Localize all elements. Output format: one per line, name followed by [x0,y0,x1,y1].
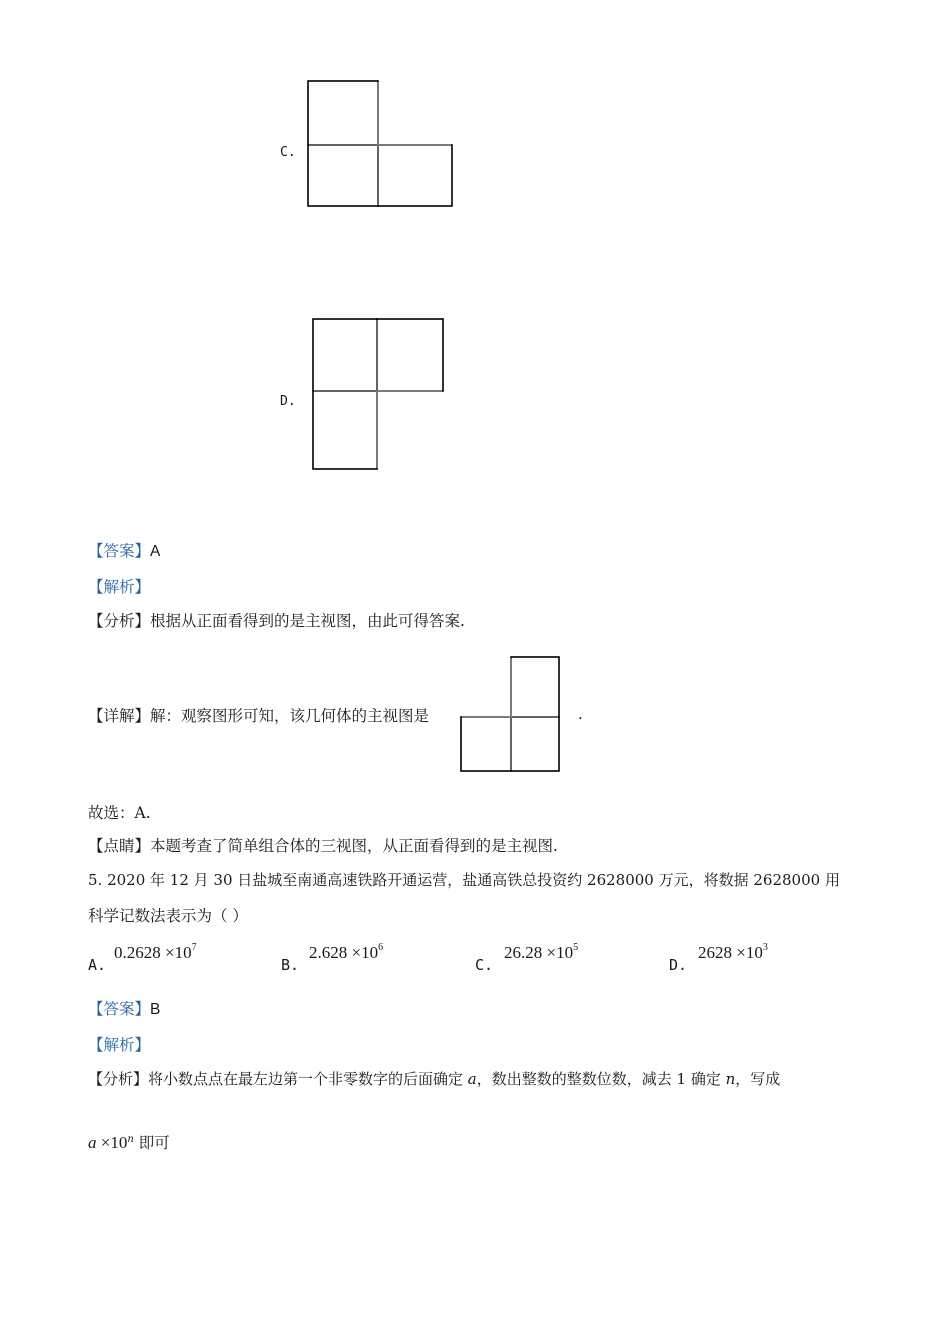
q5-answer-line [88,999,160,1020]
q5-var-a: a [467,1070,477,1088]
answer-tag: 【答案】 [88,542,151,560]
c-square-bottom-left [308,145,378,206]
d-square-bottom [313,391,377,469]
q5-stem-line-2 [88,906,248,926]
q5-fenxi-text-3: ，写成 [735,1070,781,1088]
detail-period: . [578,705,583,723]
c-square-bottom-right [378,145,452,206]
q5-var-n: n [725,1070,736,1088]
answer-value: A [150,543,161,560]
q5-analysis-line [88,1035,150,1055]
fenxi-text: 根据从正面看得到的是主视图，由此可得答案. [150,612,465,630]
fenxi-tag: 【分析】 [88,612,151,630]
q5-stem-1: 5. 2020 年 12 月 30 日盐城至南通高速铁路开通运营，盐通高铁总投资约 2628000 万元，将数据 2628000 用 [88,871,840,889]
choice-text: 故选：A. [88,804,151,822]
dianjing-tag: 【点睛】 [88,837,151,855]
d-square-top-right [377,319,443,391]
dianjing-text: 本题考查了简单组合体的三视图，从正面看得到的是主视图. [150,837,558,855]
q5-fenxi-text-2: ，数出整数的整数位数，减去 1 确定 [476,1070,726,1088]
q5-option-a-value: $0.2628 \times 10^7$ [114,942,197,962]
option-d-label: D. [280,394,296,409]
q5-option-b-label: B. [281,956,300,974]
front-square-bottom-left [461,717,511,771]
q4-fenxi-line [88,611,465,631]
option-c-figure [300,75,460,215]
option-d-figure [305,313,455,475]
formula-mid: ×10 [96,1133,128,1153]
d-square-top-left [313,319,377,391]
q5-answer-value: B [150,1001,161,1018]
q5-option-d-label: D. [669,956,688,974]
q5-option-c-label: C. [475,956,494,974]
formula-tail: 即可 [133,1134,170,1153]
q5-option-b-value: $2.628 \times 10^6$ [309,942,384,962]
detail-tag: 【详解】 [88,707,151,725]
q5-stem-line-1 [88,870,840,890]
analysis-tag: 【解析】 [88,578,151,596]
q5-stem-2: 科学记数法表示为（ ） [88,907,248,925]
q5-formula-line [88,1130,170,1153]
option-c-label: C. [280,145,296,160]
q4-dianjing-line [88,836,558,856]
formula-exp: n [127,1134,134,1145]
front-square-top [511,657,559,717]
q5-option-c-value: $26.28 \times 10^5$ [504,942,579,962]
front-square-bottom-right [511,717,559,771]
detail-text: 解：观察图形可知，该几何体的主视图是 [150,707,430,725]
q5-answer-tag: 【答案】 [88,1000,151,1018]
q5-fenxi-line [88,1069,780,1089]
c-square-top [308,81,378,145]
q4-choice-line [88,803,151,823]
q5-option-d-value: $2628 \times 10^3$ [698,942,768,962]
q5-fenxi-text-1: 将小数点点在最左边第一个非零数字的后面确定 [148,1070,468,1088]
q4-detail-line [88,706,429,726]
q5-analysis-tag: 【解析】 [88,1036,151,1054]
formula-a: a [88,1133,97,1153]
q4-analysis-line [88,577,150,597]
q5-option-a-label: A. [88,956,107,974]
q5-fenxi-tag: 【分析】 [88,1070,149,1088]
q4-answer-line [88,541,160,562]
front-view-figure [457,652,567,776]
